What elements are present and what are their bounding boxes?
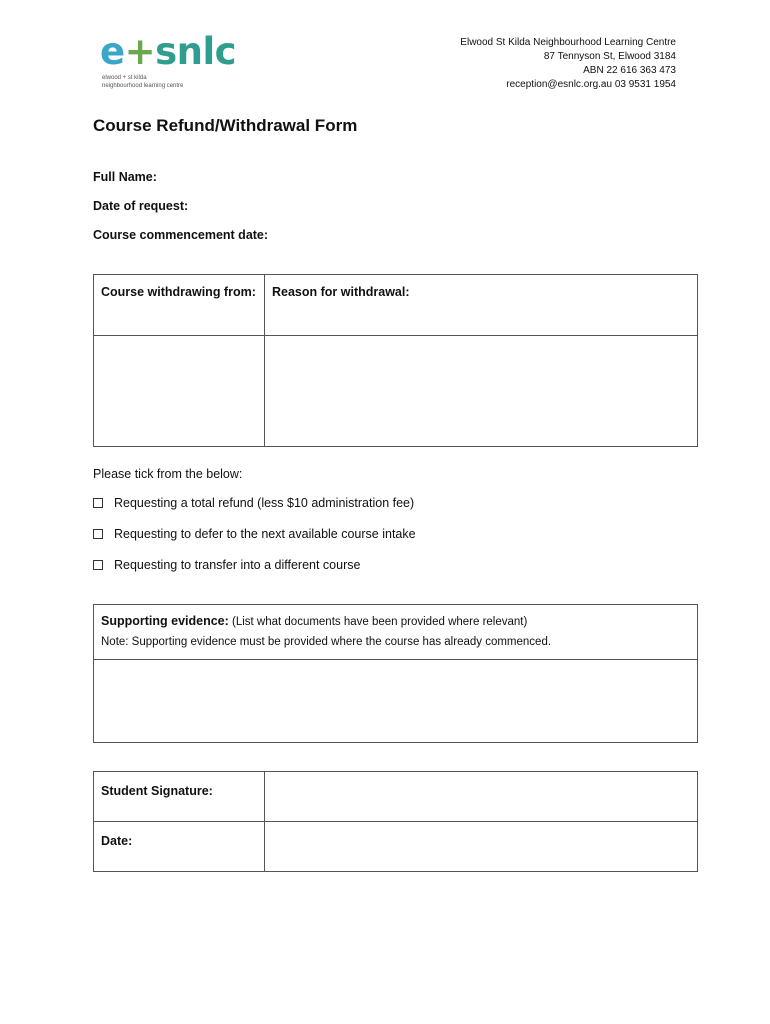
tick-instructions: Please tick from the below:	[93, 467, 243, 481]
address-block	[460, 36, 676, 92]
option-label: Requesting to transfer into a different course	[114, 558, 361, 572]
checkbox-icon[interactable]	[93, 560, 103, 570]
address-org-name: Elwood St Kilda Neighbourhood Learning Centre	[460, 37, 676, 48]
logo-tagline-2: neighbourhood learning centre	[102, 83, 184, 89]
supporting-evidence-hint: (List what documents have been provided where relevant)	[228, 616, 528, 628]
student-signature-label: Student Signature:	[94, 772, 265, 822]
supporting-evidence-table	[93, 604, 698, 743]
form-title: Course Refund/Withdrawal Form	[93, 116, 358, 135]
logo-plus: +	[124, 30, 156, 73]
date-label: Date:	[94, 822, 265, 872]
student-signature-field[interactable]	[265, 772, 698, 822]
option-defer[interactable]	[93, 527, 416, 541]
reason-field[interactable]	[265, 336, 698, 447]
logo-wordmark	[100, 32, 236, 72]
logo-snlc: snlc	[155, 30, 237, 73]
supporting-evidence-label: Supporting evidence:	[101, 614, 229, 628]
course-withdrawing-field[interactable]	[94, 336, 265, 447]
option-transfer[interactable]	[93, 558, 360, 572]
supporting-evidence-field[interactable]	[94, 660, 698, 743]
checkbox-icon[interactable]	[93, 529, 103, 539]
date-of-request-label: Date of request:	[93, 199, 189, 213]
course-withdrawing-label: Course withdrawing from:	[94, 275, 265, 336]
full-name-label: Full Name:	[93, 170, 157, 184]
logo-e: e	[100, 30, 125, 73]
commencement-date-label: Course commencement date:	[93, 228, 269, 242]
address-abn: ABN 22 616 363 473	[583, 65, 676, 76]
option-label: Requesting to defer to the next available course intake	[114, 527, 416, 541]
address-street: 87 Tennyson St, Elwood 3184	[543, 51, 676, 62]
address-contact: reception@esnlc.org.au 03 9531 1954	[506, 79, 676, 90]
esnlc-logo	[100, 30, 260, 96]
date-field[interactable]	[265, 822, 698, 872]
supporting-evidence-header	[94, 605, 698, 660]
option-label: Requesting a total refund (less $10 administration fee)	[114, 496, 415, 510]
withdrawal-table	[93, 274, 698, 447]
logo-tagline-1: elwood + st kilda	[102, 75, 147, 81]
supporting-evidence-note: Note: Supporting evidence must be provided where the course has already commenced.	[101, 636, 552, 648]
option-total-refund[interactable]	[93, 496, 414, 510]
reason-label: Reason for withdrawal:	[265, 275, 698, 336]
signature-table	[93, 771, 698, 872]
checkbox-icon[interactable]	[93, 498, 103, 508]
